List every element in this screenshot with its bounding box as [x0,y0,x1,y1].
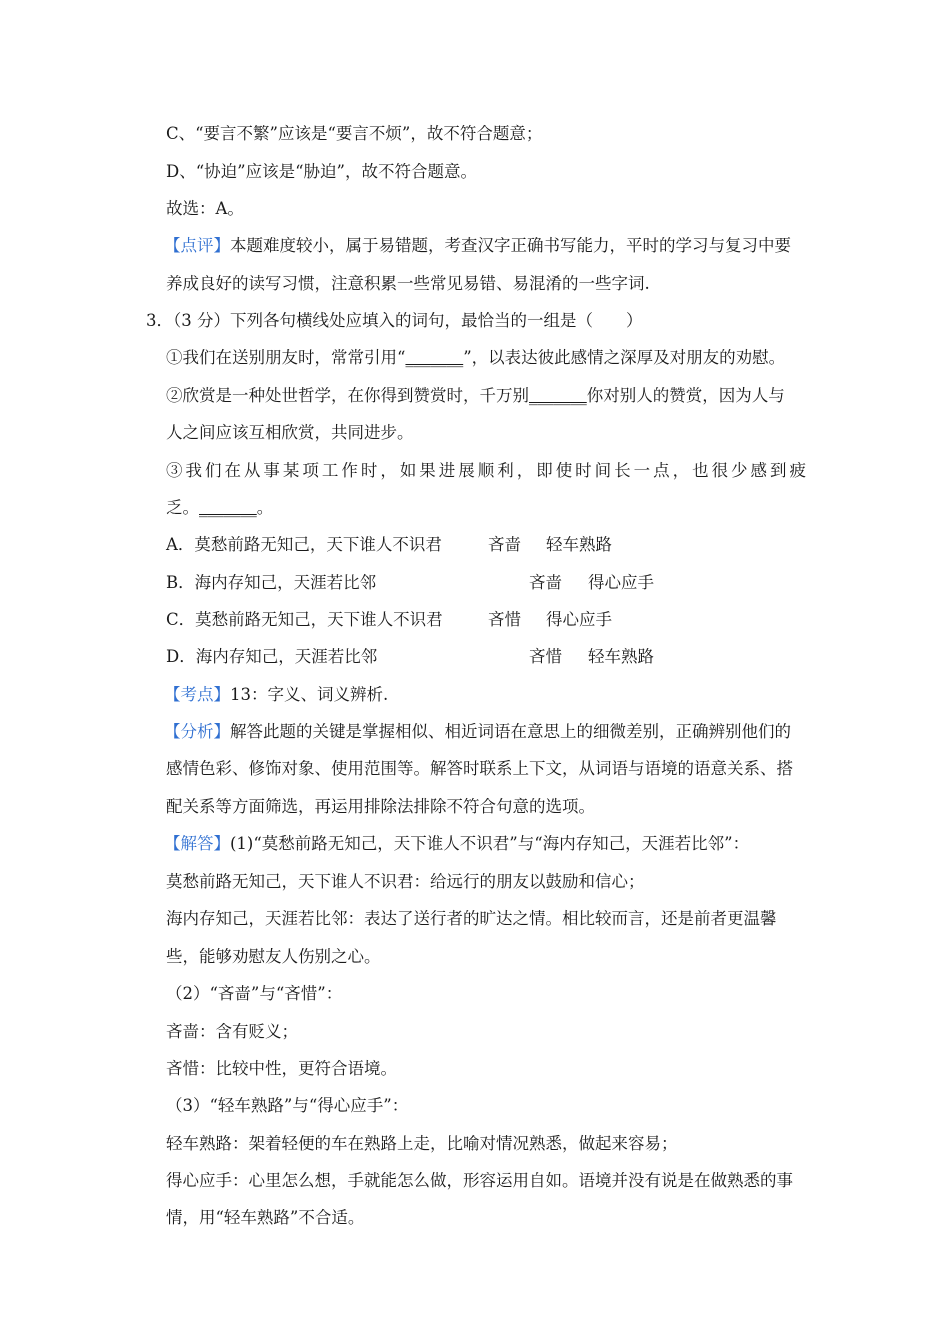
option-b [166,572,376,594]
blank-2: _______ [529,386,587,405]
sentence-3-line-1: ③我们在从事某项工作时，如果进展顺利，即使时间长一点，也很少感到疲 [166,461,806,480]
fenxi-line-3: 配关系等方面筛选，再运用排除法排除不符合句意的选项。 [166,797,595,816]
option-b-text: B．海内存知己，天涯若比邻 [166,573,377,592]
option-d-explanation: D、“协迫”应该是“胁迫”，故不符合题意。 [166,162,477,181]
option-c-word-2: 吝惜 [488,610,521,629]
jieda-text-1: (1)“莫愁前路无知己，天下谁人不识君”与“海内存知己，天涯若比邻”： [230,834,750,853]
option-d [166,646,377,668]
jieda-line-11: 情，用“轻车熟路”不合适。 [166,1208,365,1227]
jieda-tag: 【解答】 [164,834,230,853]
sentence-2-after: 你对别人的赞赏，因为人与 [586,386,785,405]
jieda-line-2: 莫愁前路无知己，天下谁人不识君：给远行的朋友以鼓励和信心； [166,872,645,891]
jieda-line-10: 得心应手：心里怎么想，手就能怎么做，形容运用自如。语境并没有说是在做熟悉的事 [166,1171,793,1190]
review-text-1: 本题难度较小，属于易错题，考查汉字正确书写能力，平时的学习与复习中要 [230,236,791,255]
jieda-line-3: 海内存知己，天涯若比邻：表达了送行者的旷达之情。相比较而言，还是前者更温馨 [166,909,777,928]
sentence-3-before: 乏。 [166,498,199,517]
answer-choice: 故选：A。 [166,199,244,218]
sentence-3 [166,460,806,482]
review-line-1 [164,235,791,257]
review-line-2: 养成良好的读写习惯，注意积累一些常见易错、易混淆的一些字词. [166,274,650,293]
jieda-line-9: 轻车熟路：架着轻便的车在熟路上走，比喻对情况熟悉，做起来容易； [166,1134,678,1153]
jieda-line-8: （3）“轻车熟路”与“得心应手”： [166,1096,409,1115]
kaodian-line [164,684,388,706]
option-a-text: A．莫愁前路无知己，天下谁人不识君 [166,535,442,554]
jieda-line-5: （2）“吝啬”与“吝惜”： [166,984,343,1003]
option-c [166,609,443,631]
sentence-2-before: ②欣赏是一种处世哲学，在你得到赞赏时，千万别 [166,386,529,405]
kaodian-text: 13：字义、词义辨析. [230,685,389,704]
fenxi-line-1 [164,721,791,743]
option-d-text: D．海内存知己，天涯若比邻 [166,647,378,666]
option-c-word-3: 得心应手 [546,610,612,629]
sentence-1 [166,347,785,369]
option-a [166,534,442,556]
option-d-word-2: 吝惜 [529,647,562,666]
blank-3: _______ [199,498,257,517]
fenxi-line-2: 感情色彩、修饰对象、使用范围等。解答时联系上下文，从词语与语境的语意关系、搭 [166,759,793,778]
option-a-word-3: 轻车熟路 [546,535,612,554]
jieda-line-1 [164,833,749,855]
sentence-2 [166,385,785,407]
option-d-word-3: 轻车熟路 [588,647,654,666]
option-a-word-2: 吝啬 [488,535,521,554]
jieda-line-4: 些，能够劝慰友人伤别之心。 [166,947,381,966]
sentence-3-line-2 [166,497,273,519]
kaodian-tag: 【考点】 [164,685,230,704]
jieda-line-6: 吝啬：含有贬义； [166,1022,298,1041]
fenxi-text-1: 解答此题的关键是掌握相似、相近词语在意思上的细微差别，正确辨别他们的 [230,722,791,741]
sentence-2-line-2: 人之间应该互相欣赏，共同进步。 [166,423,414,442]
jieda-line-7: 吝惜：比较中性，更符合语境。 [166,1059,397,1078]
sentence-1-after: ”，以表达彼此感情之深厚及对朋友的劝慰。 [463,348,786,367]
fenxi-tag: 【分析】 [164,722,230,741]
review-tag: 【点评】 [164,236,230,255]
option-b-word-3: 得心应手 [588,573,654,592]
question-heading: 3．（3 分）下列各句横线处应填入的词句，最恰当的一组是（ ） [146,311,643,330]
sentence-3-after: 。 [256,498,274,517]
option-c-text: C．莫愁前路无知己，天下谁人不识君 [166,610,443,629]
option-c-explanation: C、“要言不繁”应该是“要言不烦”，故不符合题意； [166,124,543,143]
option-b-word-2: 吝啬 [529,573,562,592]
blank-1: _______ [405,348,464,367]
sentence-1-before: ①我们在送别朋友时，常常引用“ [166,348,406,367]
